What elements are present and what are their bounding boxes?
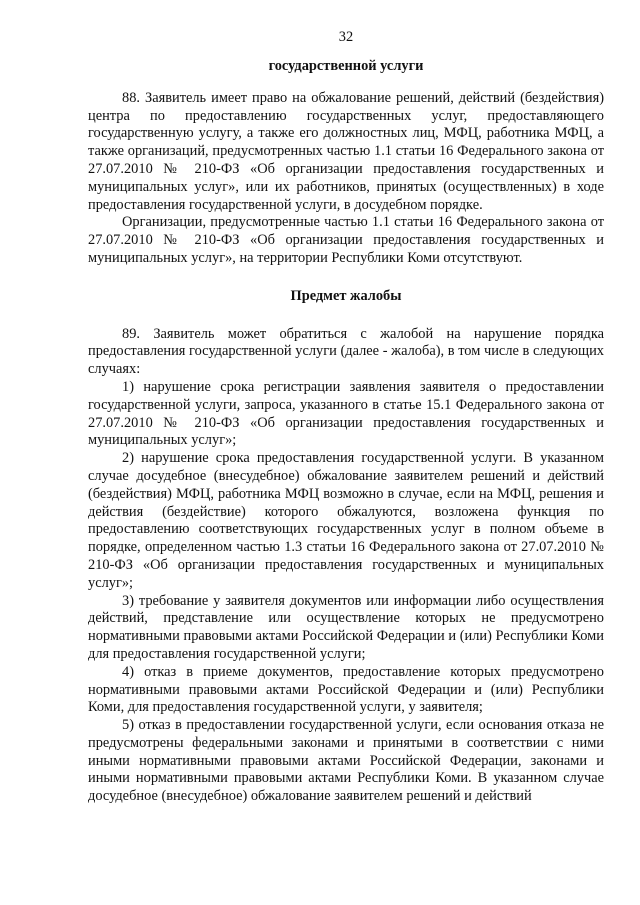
page-number: 32 (338, 29, 354, 45)
list-item-3: 3) требование у заявителя документов или информации либо осуществления действий, представление или осуществление которых не предусмотрено нормативными правовыми актами Российской Федерации и (или) Республики Коми для предоставления государственной услуги; (88, 592, 604, 662)
paragraph-organizations: Организации, предусмотренные частью 1.1 статьи 16 Федерального закона от 27.07.2010 № 210-ФЗ «Об организации предоставления государственных и муниципальных услуг», на территории Республики Коми отсутствуют. (88, 214, 604, 266)
paragraph-89: 89. Заявитель может обратиться с жалобой на нарушение порядка предоставления государственной услуги (далее - жалоба), в том числе в следующих случаях: (88, 325, 604, 378)
document-page (88, 28, 604, 806)
paragraph-88: 88. Заявитель имеет право на обжалование решений, действий (бездействия) центра по предоставлению государственных услуг, предоставляющего государственную услугу, а также его должностных лиц, МФЦ, работника МФЦ, а также организаций, предусмотренных частью 1.1 статьи 16 Федерального закона от 27.07.2010 № 210-ФЗ «Об организации предоставления государственных и муниципальных услуг», или их работников, принятых (осуществленных) в ходе предоставления государственной услуги, в досудебном порядке. (88, 89, 604, 213)
list-item-4: 4) отказ в приеме документов, предоставление которых предусмотрено нормативными правовыми актами Российской Федерации и (или) Республики Коми, для предоставления государственной услуги, у заявителя; (88, 663, 604, 716)
list-item-1: 1) нарушение срока регистрации заявления заявителя о предоставлении государственной услуги, запроса, указанного в статье 15.1 Федерального закона от 27.07.2010 № 210-ФЗ «Об организации предоставления государственных и муниципальных услуг»; (88, 378, 604, 449)
list-item-2: 2) нарушение срока предоставления государственной услуги. В указанном случае досудебное (внесудебное) обжалование заявителем решений и действий (бездействия) МФЦ, работника МФЦ возможно в случае, если на МФЦ, решения и действия (бездействие) которого обжалуются, возложена функция по предоставлению соответствующих государственных услуг в полном объеме в порядке, определенном частью 1.3 статьи 16 Федерального закона от 27.07.2010 № 210-ФЗ «Об организации предоставления государственных и муниципальных услуг»; (88, 450, 604, 591)
section-heading-complaint-subject: Предмет жалобы (290, 287, 402, 304)
section-heading-continued: государственной услуги (268, 58, 424, 74)
list-item-5: 5) отказ в предоставлении государственной услуги, если основания отказа не предусмотрены федеральными законами и принятыми в соответствии с ними иными нормативными правовыми актами Российской Федерации, законами и иными нормативными правовыми актами Республики Коми. В указанном случае досудебное (внесудебное) обжалование заявителем решений и действий (88, 717, 604, 805)
